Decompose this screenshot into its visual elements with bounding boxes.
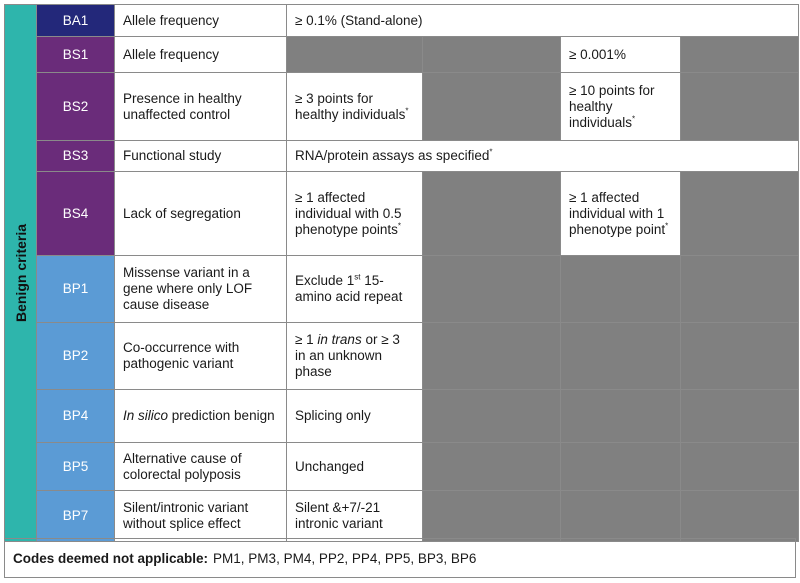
not-applicable-cell bbox=[681, 73, 799, 141]
not-applicable-cell bbox=[681, 323, 799, 390]
not-applicable-cell bbox=[287, 37, 423, 73]
strong-value: ≥ 10 points for healthy individuals* bbox=[561, 73, 681, 141]
criterion-description: In silico prediction benign bbox=[115, 390, 287, 443]
criterion-code: BP7 bbox=[37, 491, 115, 542]
criterion-code: BP1 bbox=[37, 256, 115, 323]
not-applicable-cell bbox=[423, 172, 561, 256]
table-row bbox=[5, 172, 799, 256]
criterion-value: ≥ 0.1% (Stand-alone) bbox=[287, 5, 799, 37]
criterion-code: BP2 bbox=[37, 323, 115, 390]
criterion-code: BP5 bbox=[37, 443, 115, 491]
table-row bbox=[5, 256, 799, 323]
criterion-code: BS4 bbox=[37, 172, 115, 256]
not-applicable-footer bbox=[4, 538, 796, 578]
not-applicable-cell bbox=[423, 323, 561, 390]
criterion-value: Unchanged bbox=[287, 443, 423, 491]
side-label: Benign criteria bbox=[12, 223, 29, 323]
not-applicable-cell bbox=[423, 491, 561, 542]
table-row bbox=[5, 37, 799, 73]
not-applicable-cell bbox=[681, 256, 799, 323]
table-row bbox=[5, 491, 799, 542]
not-applicable-cell bbox=[561, 390, 681, 443]
not-applicable-cell bbox=[561, 256, 681, 323]
criterion-description: Functional study bbox=[115, 141, 287, 172]
footer-label: Codes deemed not applicable: bbox=[13, 550, 209, 566]
criterion-code: BS3 bbox=[37, 141, 115, 172]
criterion-value: Exclude 1st 15-amino acid repeat bbox=[287, 256, 423, 323]
not-applicable-cell bbox=[423, 256, 561, 323]
not-applicable-cell bbox=[423, 390, 561, 443]
criterion-description: Allele frequency bbox=[115, 5, 287, 37]
table-row bbox=[5, 73, 799, 141]
not-applicable-cell bbox=[681, 390, 799, 443]
not-applicable-cell bbox=[681, 491, 799, 542]
benign-criteria-table bbox=[4, 4, 799, 542]
not-applicable-cell bbox=[423, 443, 561, 491]
table-row bbox=[5, 390, 799, 443]
table-row bbox=[5, 141, 799, 172]
criterion-value: ≥ 1 affected individual with 0.5 phenotype points* bbox=[287, 172, 423, 256]
criterion-description: Lack of segregation bbox=[115, 172, 287, 256]
not-applicable-cell bbox=[561, 323, 681, 390]
criterion-code: BS1 bbox=[37, 37, 115, 73]
criterion-description: Alternative cause of colorectal polyposis bbox=[115, 443, 287, 491]
criterion-description: Presence in healthy unaffected control bbox=[115, 73, 287, 141]
strong-value: ≥ 1 affected individual with 1 phenotype point* bbox=[561, 172, 681, 256]
criterion-description: Allele frequency bbox=[115, 37, 287, 73]
criterion-description: Silent/intronic variant without splice effect bbox=[115, 491, 287, 542]
criterion-value: RNA/protein assays as specified* bbox=[287, 141, 799, 172]
not-applicable-cell bbox=[681, 37, 799, 73]
not-applicable-cell bbox=[561, 443, 681, 491]
criterion-value: ≥ 1 in trans or ≥ 3 in an unknown phase bbox=[287, 323, 423, 390]
side-label-cell bbox=[5, 5, 37, 542]
not-applicable-cell bbox=[561, 491, 681, 542]
criterion-description: Co-occurrence with pathogenic variant bbox=[115, 323, 287, 390]
criterion-code: BA1 bbox=[37, 5, 115, 37]
criterion-value: Splicing only bbox=[287, 390, 423, 443]
not-applicable-cell bbox=[681, 172, 799, 256]
table-row bbox=[5, 323, 799, 390]
table-row bbox=[5, 5, 799, 37]
criterion-description: Missense variant in a gene where only LOF cause disease bbox=[115, 256, 287, 323]
criterion-value: ≥ 3 points for healthy individuals* bbox=[287, 73, 423, 141]
footer-codes: PM1, PM3, PM4, PP2, PP4, PP5, BP3, BP6 bbox=[213, 550, 477, 566]
not-applicable-cell bbox=[423, 73, 561, 141]
strong-value: ≥ 0.001% bbox=[561, 37, 681, 73]
criterion-code: BP4 bbox=[37, 390, 115, 443]
not-applicable-cell bbox=[423, 37, 561, 73]
criterion-value: Silent &+7/-21 intronic variant bbox=[287, 491, 423, 542]
table-row bbox=[5, 443, 799, 491]
criterion-code: BS2 bbox=[37, 73, 115, 141]
not-applicable-cell bbox=[681, 443, 799, 491]
